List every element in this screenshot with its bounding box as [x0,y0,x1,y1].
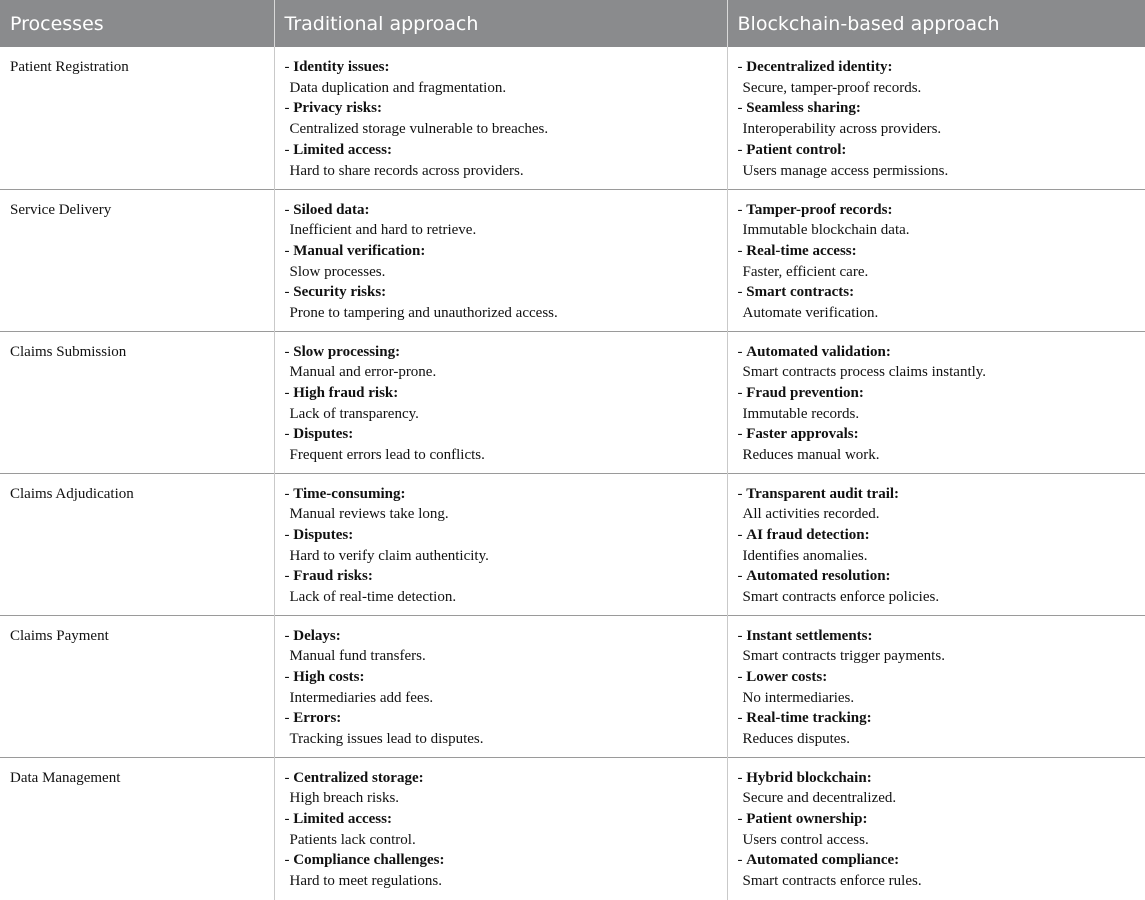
blockchain-item: - Patient control: Users manage access permissions. [738,140,1136,181]
traditional-item: - Errors: Tracking issues lead to disputes. [285,708,717,749]
traditional-item-description: Manual and error-prone. [289,364,437,381]
blockchain-item-description: Automate verification. [742,305,879,322]
traditional-item: - Centralized storage: High breach risks. [285,768,717,809]
blockchain-item: - Lower costs: No intermediaries. [738,667,1136,708]
blockchain-item: - Faster approvals: Reduces manual work. [738,424,1136,465]
traditional-item: - Disputes: Hard to verify claim authenticity. [285,525,717,566]
traditional-item: - Time-consuming: Manual reviews take long. [285,484,717,525]
traditional-item-description: Manual fund transfers. [289,648,426,665]
process-cell: Data Management [0,757,274,900]
blockchain-item-label: Lower costs: [746,668,828,685]
blockchain-item-description: Secure and decentralized. [742,790,897,807]
blockchain-item-label: Smart contracts: [746,284,855,301]
table-body [0,47,1145,900]
header-traditional: Traditional approach [274,0,727,47]
traditional-item-label: Time-consuming: [293,485,406,502]
blockchain-item-description: Users control access. [742,831,869,848]
blockchain-item: - Automated validation: Smart contracts process claims instantly. [738,342,1136,383]
traditional-item: - Manual verification: Slow processes. [285,241,717,282]
blockchain-item: - Hybrid blockchain: Secure and decentralized. [738,768,1136,809]
blockchain-item: - Real-time tracking: Reduces disputes. [738,708,1136,749]
blockchain-item-label: Real-time tracking: [746,710,872,727]
table-row [0,473,1145,615]
traditional-item-description: Manual reviews take long. [289,506,449,523]
traditional-item: - Identity issues: Data duplication and fragmentation. [285,57,717,98]
blockchain-item-description: Immutable records. [742,405,860,422]
table-row [0,47,1145,189]
traditional-item-label: Security risks: [293,284,387,301]
blockchain-item: - Real-time access: Faster, efficient care. [738,241,1136,282]
traditional-item-description: Hard to verify claim authenticity. [289,547,489,564]
process-cell: Claims Adjudication [0,473,274,615]
blockchain-item: - Seamless sharing: Interoperability across providers. [738,98,1136,139]
blockchain-item-label: Fraud prevention: [746,384,864,401]
table-row [0,331,1145,473]
blockchain-item-description: Smart contracts enforce rules. [742,873,922,890]
traditional-item: - Delays: Manual fund transfers. [285,626,717,667]
blockchain-cell [727,615,1145,757]
traditional-item-description: Intermediaries add fees. [289,689,434,706]
blockchain-item-description: Users manage access permissions. [742,162,949,179]
blockchain-item-description: Faster, efficient care. [742,263,869,280]
blockchain-item-description: Smart contracts process claims instantly. [742,364,987,381]
blockchain-item-description: Reduces manual work. [742,447,880,464]
traditional-item-label: Limited access: [293,141,392,158]
traditional-item: - Privacy risks: Centralized storage vulnerable to breaches. [285,98,717,139]
process-cell: Service Delivery [0,189,274,331]
blockchain-cell [727,757,1145,900]
blockchain-item-label: Real-time access: [746,242,857,259]
blockchain-item-description: Identifies anomalies. [742,547,868,564]
blockchain-item-label: Automated resolution: [746,568,891,585]
traditional-item-description: Inefficient and hard to retrieve. [289,222,477,239]
blockchain-item-label: Patient control: [746,141,847,158]
traditional-item-description: Data duplication and fragmentation. [289,79,507,96]
traditional-item: - High costs: Intermediaries add fees. [285,667,717,708]
blockchain-item-label: Patient ownership: [746,810,868,827]
header-processes: Processes [0,0,274,47]
traditional-item-label: Compliance challenges: [293,852,445,869]
traditional-item: - Limited access: Patients lack control. [285,809,717,850]
traditional-item: - Slow processing: Manual and error-prone. [285,342,717,383]
traditional-item-label: Fraud risks: [293,568,373,585]
blockchain-item: - Instant settlements: Smart contracts trigger payments. [738,626,1136,667]
traditional-cell [274,757,727,900]
traditional-cell [274,47,727,189]
blockchain-item-description: Immutable blockchain data. [742,222,910,239]
table-header [0,0,1145,47]
traditional-item-label: Siloed data: [293,201,370,218]
blockchain-cell [727,473,1145,615]
blockchain-item-label: Transparent audit trail: [746,485,900,502]
traditional-cell [274,189,727,331]
blockchain-cell [727,331,1145,473]
blockchain-item: - Automated resolution: Smart contracts enforce policies. [738,566,1136,607]
blockchain-item-description: Reduces disputes. [742,731,850,748]
traditional-item-description: Slow processes. [289,263,386,280]
blockchain-item: - Smart contracts: Automate verification. [738,282,1136,323]
traditional-item-label: Identity issues: [293,59,390,75]
blockchain-item-label: Faster approvals: [746,426,859,443]
table-row [0,615,1145,757]
blockchain-item-label: AI fraud detection: [746,526,870,543]
traditional-cell [274,473,727,615]
traditional-item-label: Limited access: [293,810,392,827]
traditional-item: - Limited access: Hard to share records across providers. [285,140,717,181]
blockchain-item-label: Seamless sharing: [746,100,861,117]
blockchain-item-description: Smart contracts trigger payments. [742,648,945,665]
traditional-item: - Fraud risks: Lack of real-time detection. [285,566,717,607]
blockchain-item-label: Instant settlements: [746,627,873,644]
blockchain-item: - Automated compliance: Smart contracts enforce rules. [738,850,1136,891]
traditional-item-label: Delays: [293,627,341,644]
blockchain-item-description: No intermediaries. [742,689,855,706]
traditional-item-label: Disputes: [293,426,354,443]
traditional-item-label: High costs: [293,668,365,685]
traditional-item-label: Manual verification: [293,242,426,259]
traditional-item-description: High breach risks. [289,790,400,807]
header-blockchain: Blockchain-based approach [727,0,1145,47]
traditional-item-description: Prone to tampering and unauthorized access. [289,305,558,322]
traditional-cell [274,615,727,757]
traditional-item: - High fraud risk: Lack of transparency. [285,383,717,424]
traditional-item-label: Errors: [293,710,342,727]
blockchain-cell [727,189,1145,331]
traditional-item-label: Centralized storage: [293,769,424,786]
process-cell: Claims Submission [0,331,274,473]
blockchain-item-description: All activities recorded. [742,506,880,523]
blockchain-item-label: Decentralized identity: [746,59,893,75]
traditional-item: - Disputes: Frequent errors lead to conflicts. [285,424,717,465]
process-cell: Claims Payment [0,615,274,757]
header-row [0,0,1145,47]
traditional-item-description: Patients lack control. [289,831,416,848]
traditional-cell [274,331,727,473]
blockchain-item: - AI fraud detection: Identifies anomalies. [738,525,1136,566]
traditional-item: - Compliance challenges: Hard to meet regulations. [285,850,717,891]
traditional-item-label: Slow processing: [293,343,401,360]
blockchain-item-description: Secure, tamper-proof records. [742,79,922,96]
traditional-item-description: Tracking issues lead to disputes. [289,731,484,748]
blockchain-item-description: Interoperability across providers. [742,121,942,138]
traditional-item-label: Privacy risks: [293,100,382,117]
process-cell: Patient Registration [0,47,274,189]
traditional-item-label: Disputes: [293,526,354,543]
traditional-item-label: High fraud risk: [293,384,399,401]
blockchain-cell [727,47,1145,189]
traditional-item-description: Lack of transparency. [289,405,419,422]
blockchain-item-description: Smart contracts enforce policies. [742,589,940,606]
traditional-item: - Siloed data: Inefficient and hard to retrieve. [285,200,717,241]
blockchain-item-label: Automated validation: [746,343,891,360]
traditional-item-description: Centralized storage vulnerable to breaches. [289,121,549,138]
traditional-item-description: Hard to meet regulations. [289,873,442,890]
blockchain-item: - Patient ownership: Users control access. [738,809,1136,850]
traditional-item-description: Lack of real-time detection. [289,589,457,606]
blockchain-item: - Decentralized identity: Secure, tamper-proof records. [738,57,1136,98]
blockchain-item-label: Tamper-proof records: [746,201,893,218]
blockchain-item: - Transparent audit trail: All activities recorded. [738,484,1136,525]
blockchain-item-label: Hybrid blockchain: [746,769,872,786]
blockchain-item: - Fraud prevention: Immutable records. [738,383,1136,424]
traditional-item-description: Hard to share records across providers. [289,162,524,179]
table-row [0,757,1145,900]
blockchain-item: - Tamper-proof records: Immutable blockchain data. [738,200,1136,241]
traditional-item: - Security risks: Prone to tampering and unauthorized access. [285,282,717,323]
blockchain-item-label: Automated compliance: [746,852,900,869]
traditional-item-description: Frequent errors lead to conflicts. [289,447,485,464]
table-row [0,189,1145,331]
